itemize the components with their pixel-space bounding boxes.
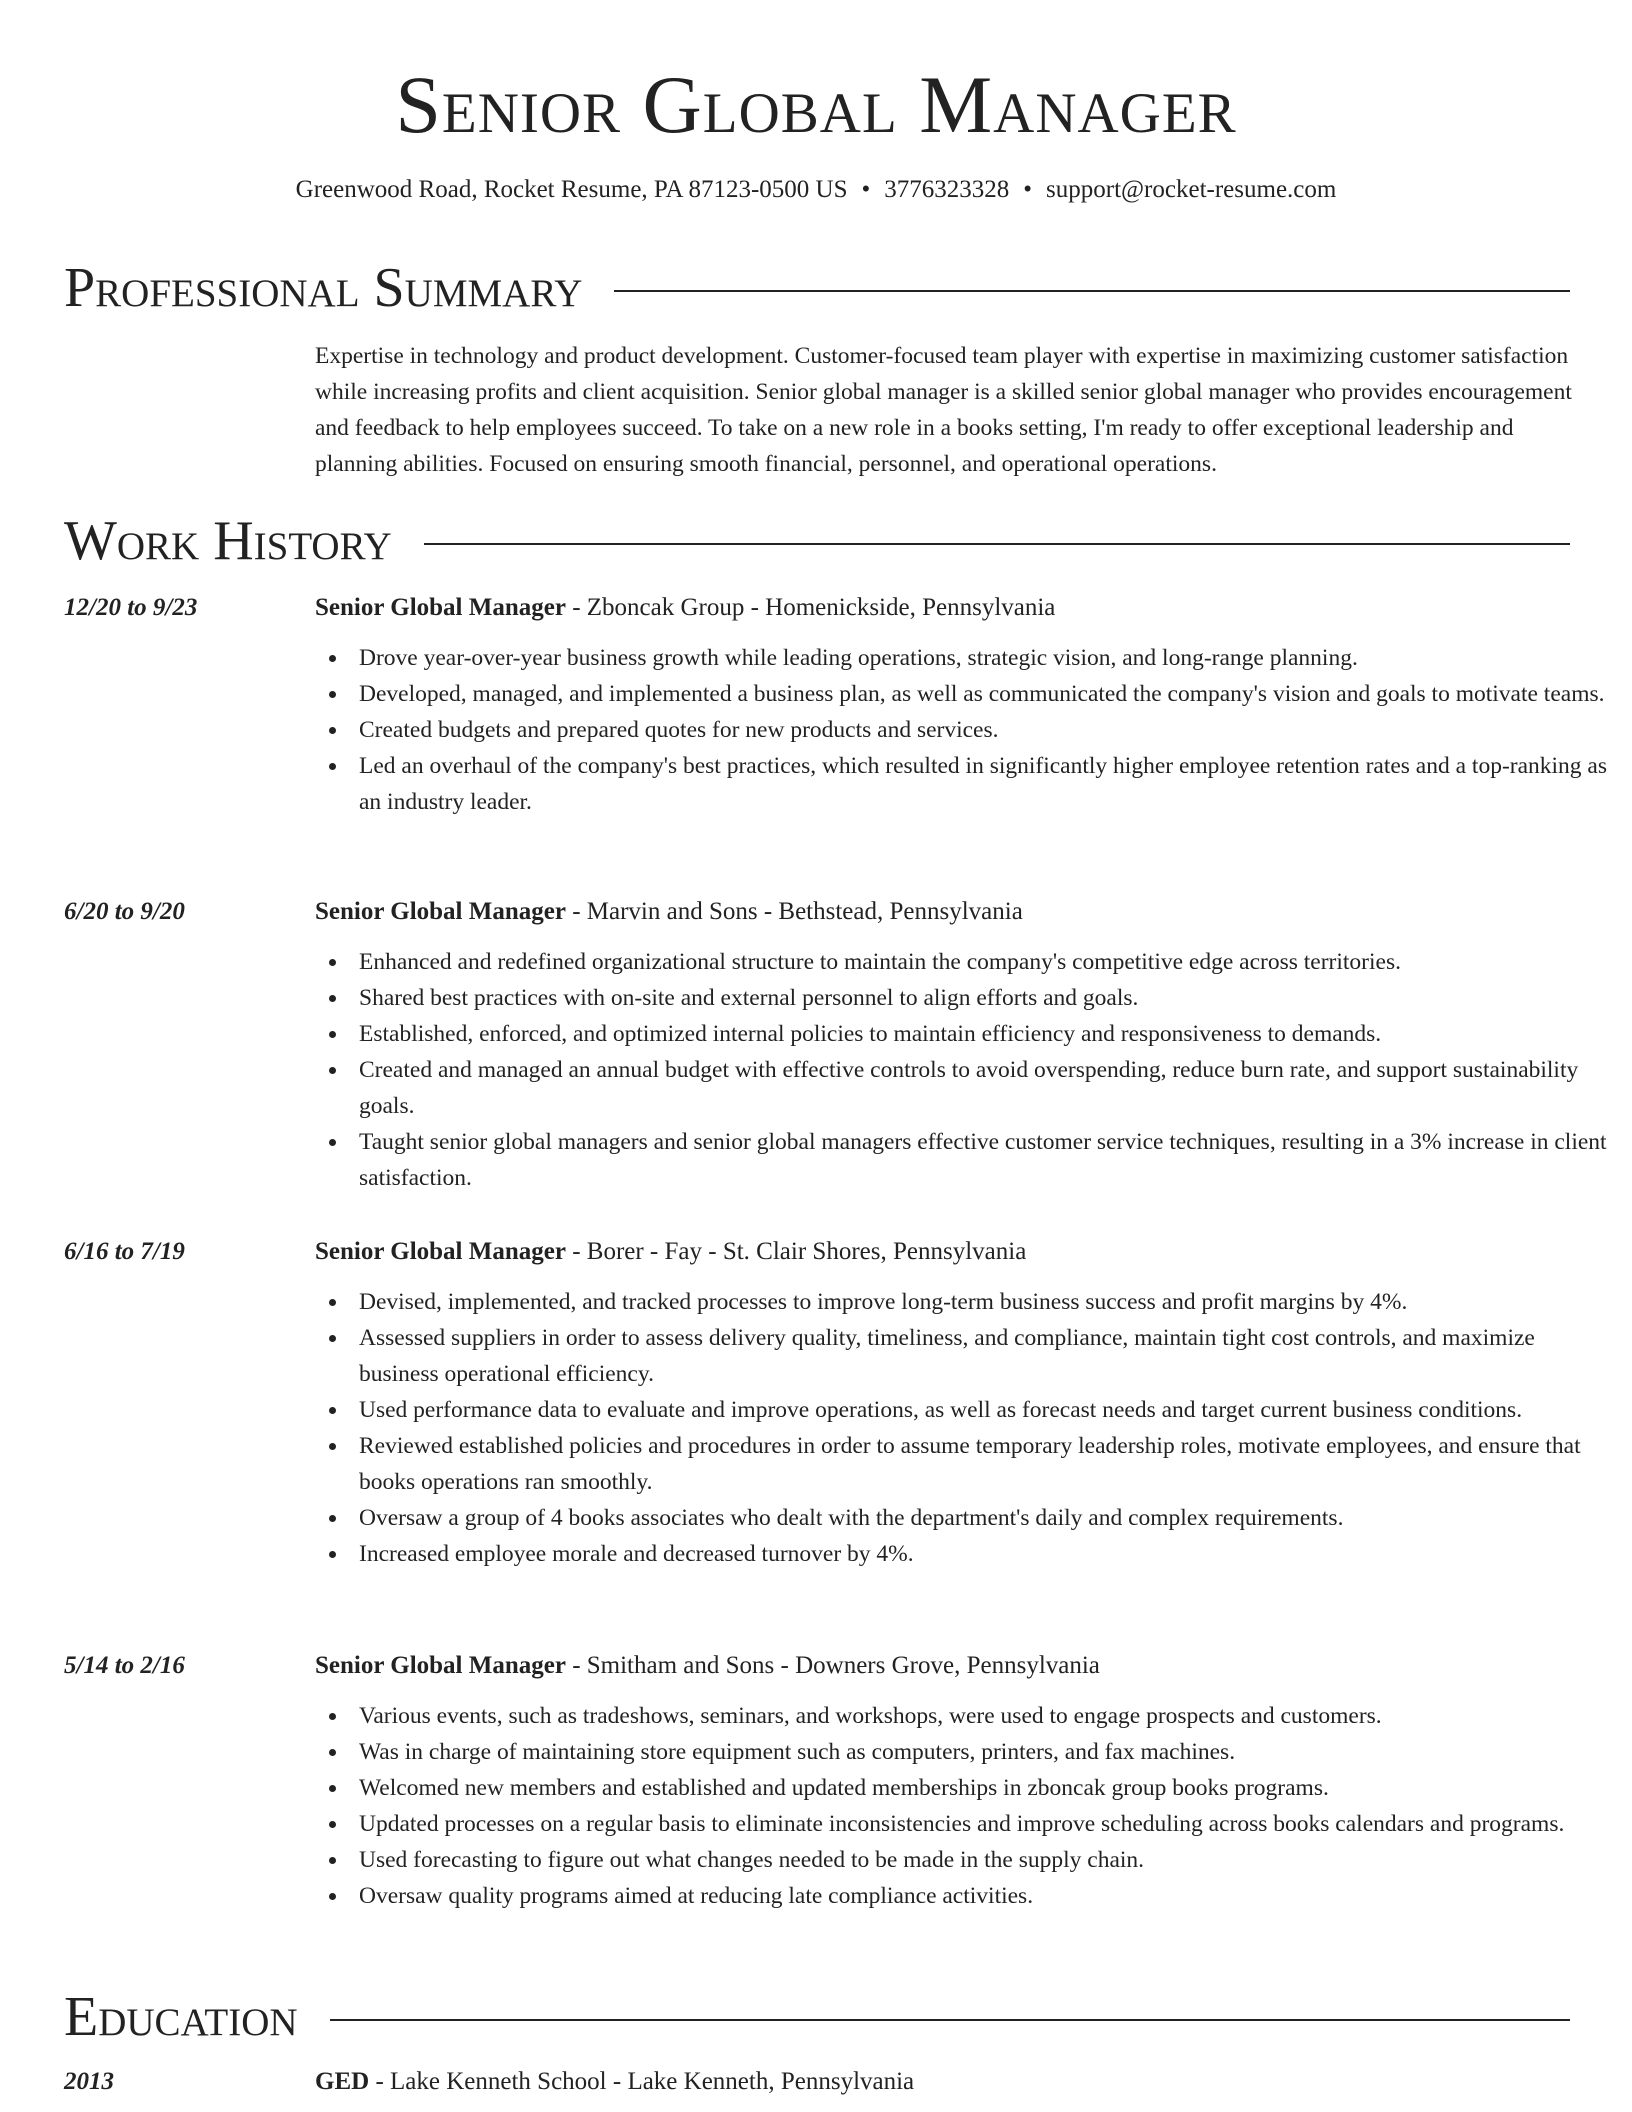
- section-heading-work-history: [64, 510, 1570, 572]
- job-bullet: Increased employee morale and decreased turnover by 4%.: [359, 1536, 1619, 1572]
- education-degree: GED: [315, 2068, 370, 2095]
- job-bullet: Established, enforced, and optimized internal policies to maintain efficiency and responsiveness to demands.: [359, 1016, 1619, 1052]
- job-bullet: Devised, implemented, and tracked processes to improve long-term business success and profit margins by 4%.: [359, 1284, 1619, 1320]
- job-bullets: [315, 1698, 1619, 1914]
- job-details: - Smitham and Sons - Downers Grove, Pennsylvania: [565, 1652, 1100, 1679]
- job-bullet: Reviewed established policies and procedures in order to assume temporary leadership roles, motivate employees, and ensure that books operations ran smoothly.: [359, 1428, 1619, 1500]
- job-bullet: Various events, such as tradeshows, seminars, and workshops, were used to engage prospects and customers.: [359, 1698, 1619, 1734]
- job-bullet: Developed, managed, and implemented a business plan, as well as communicated the company's vision and goals to motivate teams.: [359, 676, 1619, 712]
- job-dates: 12/20 to 9/23: [64, 594, 198, 621]
- job-bullet: Updated processes on a regular basis to eliminate inconsistencies and improve scheduling across books calendars and programs.: [359, 1806, 1619, 1842]
- job-dates: 6/16 to 7/19: [64, 1238, 185, 1265]
- job-heading: [315, 1236, 1026, 1268]
- job-bullet: Assessed suppliers in order to assess delivery quality, timeliness, and compliance, maintain tight cost controls, and maximize business operational efficiency.: [359, 1320, 1619, 1392]
- job-role: Senior Global Manager: [315, 898, 566, 925]
- job-role: Senior Global Manager: [315, 594, 566, 621]
- contact-line: [0, 174, 1632, 206]
- job-details: - Borer - Fay - St. Clair Shores, Pennsylvania: [565, 1238, 1027, 1265]
- contact-separator: •: [861, 176, 871, 203]
- section-divider: [330, 2019, 1570, 2021]
- contact-email: support@rocket-resume.com: [1046, 176, 1337, 203]
- job-role: Senior Global Manager: [315, 1652, 566, 1679]
- summary-text: Expertise in technology and product development. Customer-focused team player with expertise in maximizing customer satisfaction while increasing profits and client acquisition. Senior global manager is a skilled senior global manager who provides encouragement and feedback to help employees succeed. To take on a new role in a books setting, I'm ready to offer exceptional leadership and planning abilities. Focused on ensuring smooth financial, personnel, and operational operations.: [315, 343, 1572, 477]
- job-bullet: Created budgets and prepared quotes for new products and services.: [359, 712, 1619, 748]
- job-heading: [315, 1650, 1100, 1682]
- section-title: Education: [64, 1986, 298, 2048]
- job-bullet: Used forecasting to figure out what changes needed to be made in the supply chain.: [359, 1842, 1619, 1878]
- resume-name: Senior Global Manager: [395, 59, 1237, 150]
- section-heading-education: [64, 1986, 1570, 2048]
- job-details: - Marvin and Sons - Bethstead, Pennsylvania: [565, 898, 1023, 925]
- job-bullet: Welcomed new members and established and updated memberships in zboncak group books programs.: [359, 1770, 1619, 1806]
- job-bullet: Led an overhaul of the company's best practices, which resulted in significantly higher employee retention rates and a top-ranking as an industry leader.: [359, 748, 1619, 820]
- job-role: Senior Global Manager: [315, 1238, 566, 1265]
- education-details: - Lake Kenneth School - Lake Kenneth, Pennsylvania: [369, 2068, 915, 2095]
- job-bullet: Created and managed an annual budget with effective controls to avoid overspending, reduce burn rate, and support sustainability goals.: [359, 1052, 1619, 1124]
- section-divider: [614, 290, 1570, 292]
- education-dates: 2013: [64, 2068, 114, 2095]
- contact-separator: •: [1023, 176, 1033, 203]
- job-bullets: [315, 640, 1619, 820]
- job-bullets: [315, 944, 1619, 1196]
- section-title: Professional Summary: [64, 257, 583, 319]
- job-bullet: Shared best practices with on-site and external personnel to align efforts and goals.: [359, 980, 1619, 1016]
- job-dates: 6/20 to 9/20: [64, 898, 185, 925]
- job-bullet: Oversaw quality programs aimed at reducing late compliance activities.: [359, 1878, 1619, 1914]
- job-bullet: Taught senior global managers and senior global managers effective customer service techniques, resulting in a 3% increase in client satisfaction.: [359, 1124, 1619, 1196]
- job-heading: [315, 592, 1055, 624]
- section-divider: [424, 543, 1570, 545]
- job-bullets: [315, 1284, 1619, 1572]
- job-bullet: Used performance data to evaluate and improve operations, as well as forecast needs and target current business conditions.: [359, 1392, 1619, 1428]
- job-bullet: Was in charge of maintaining store equipment such as computers, printers, and fax machines.: [359, 1734, 1619, 1770]
- section-title: Work History: [64, 510, 392, 572]
- job-heading: [315, 896, 1023, 928]
- job-dates: 5/14 to 2/16: [64, 1652, 185, 1679]
- job-bullet: Drove year-over-year business growth while leading operations, strategic vision, and long-range planning.: [359, 640, 1619, 676]
- job-bullet: Oversaw a group of 4 books associates who dealt with the department's daily and complex requirements.: [359, 1500, 1619, 1536]
- job-bullet: Enhanced and redefined organizational structure to maintain the company's competitive edge across territories.: [359, 944, 1619, 980]
- contact-phone: 3776323328: [884, 176, 1010, 203]
- education-heading: [315, 2066, 914, 2098]
- section-heading-summary: [64, 257, 1570, 319]
- job-details: - Zboncak Group - Homenickside, Pennsylvania: [565, 594, 1056, 621]
- contact-address: Greenwood Road, Rocket Resume, PA 87123-0500 US: [295, 176, 848, 203]
